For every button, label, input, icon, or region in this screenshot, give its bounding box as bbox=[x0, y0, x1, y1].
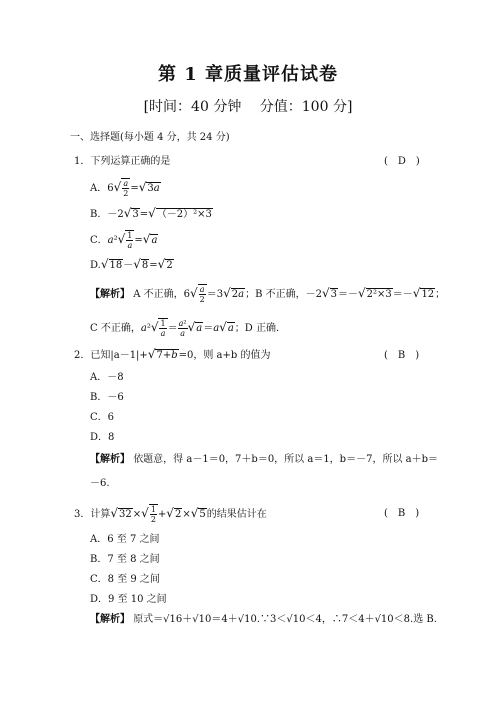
question-1-answer: ( D ) bbox=[384, 156, 420, 167]
solution-tag: 【解析】 bbox=[90, 289, 130, 300]
option-label: A． bbox=[90, 183, 108, 194]
q2-solution-line-2: －6. bbox=[90, 478, 110, 489]
q2-option-b: B．－6 bbox=[90, 392, 124, 403]
q2-option-c: C．6 bbox=[90, 412, 115, 423]
q1-option-d: D.√18－√8=√2 bbox=[90, 257, 173, 271]
q1-option-c: C．a²√ $\frac{1}{a}$ =√a bbox=[90, 231, 158, 250]
option-label: B． bbox=[90, 209, 108, 220]
q1-solution-line-2: C 不正确，a²√ $\frac{1}{a}$ ＝ $\frac{\text{a²}}{a}$ √a＝a√a；D 正确． bbox=[90, 319, 286, 338]
question-3-stem: 3．计算√32×√ $\frac{1}{2}$ +√2×√5的结果估计在 bbox=[74, 505, 267, 524]
question-2-stem: 2．已知|a－1|+√7+b=0，则 a+b 的值为 bbox=[74, 347, 271, 361]
option-label: D. bbox=[90, 260, 101, 271]
q1-option-b: B．－2√3=√（－2）²×3 bbox=[90, 206, 212, 220]
page-title: 第 1 章质量评估试卷 bbox=[157, 64, 339, 85]
question-3-answer: ( B ) bbox=[384, 508, 420, 519]
q3-option-a: A．6 至 7 之间 bbox=[90, 534, 160, 545]
solution-tag: 【解析】 bbox=[90, 454, 130, 465]
q2-solution-line-1: 【解析】 依题意，得 a－1＝0，7＋b＝0，所以 a＝1，b＝－7，所以 a＋b＝ bbox=[90, 454, 438, 465]
q1-solution-line-1: 【解析】 A 不正确，6√ $\frac{a}{2}$ ＝3√2a；B 不正确，－2√3＝－√2²×3＝－√12； bbox=[90, 285, 446, 304]
q3-option-c: C．8 至 9 之间 bbox=[90, 574, 160, 585]
q3-option-b: B．7 至 8 之间 bbox=[90, 554, 160, 565]
option-label: C． bbox=[90, 235, 108, 246]
section-heading: 一、选择题(每小题 4 分，共 24 分) bbox=[70, 132, 230, 143]
exam-time-score: [时间：40 分钟 分值：100 分] bbox=[143, 99, 353, 115]
q3-option-d: D．9 至 10 之间 bbox=[90, 594, 167, 605]
q3-solution: 【解析】 原式＝√16＋√10＝4＋√10.∵3＜√10＜4，∴7＜4＋√10＜8.选 B. bbox=[90, 614, 437, 625]
question-1-stem: 1．下列运算正确的是 bbox=[74, 156, 171, 167]
question-2-answer: ( B ) bbox=[384, 350, 420, 361]
q2-option-a: A．－8 bbox=[90, 372, 124, 383]
solution-tag: 【解析】 bbox=[90, 614, 130, 625]
q1-option-a: A．6√ $\frac{a}{2}$ =√3a bbox=[90, 179, 160, 198]
q2-option-d: D．8 bbox=[90, 432, 115, 443]
